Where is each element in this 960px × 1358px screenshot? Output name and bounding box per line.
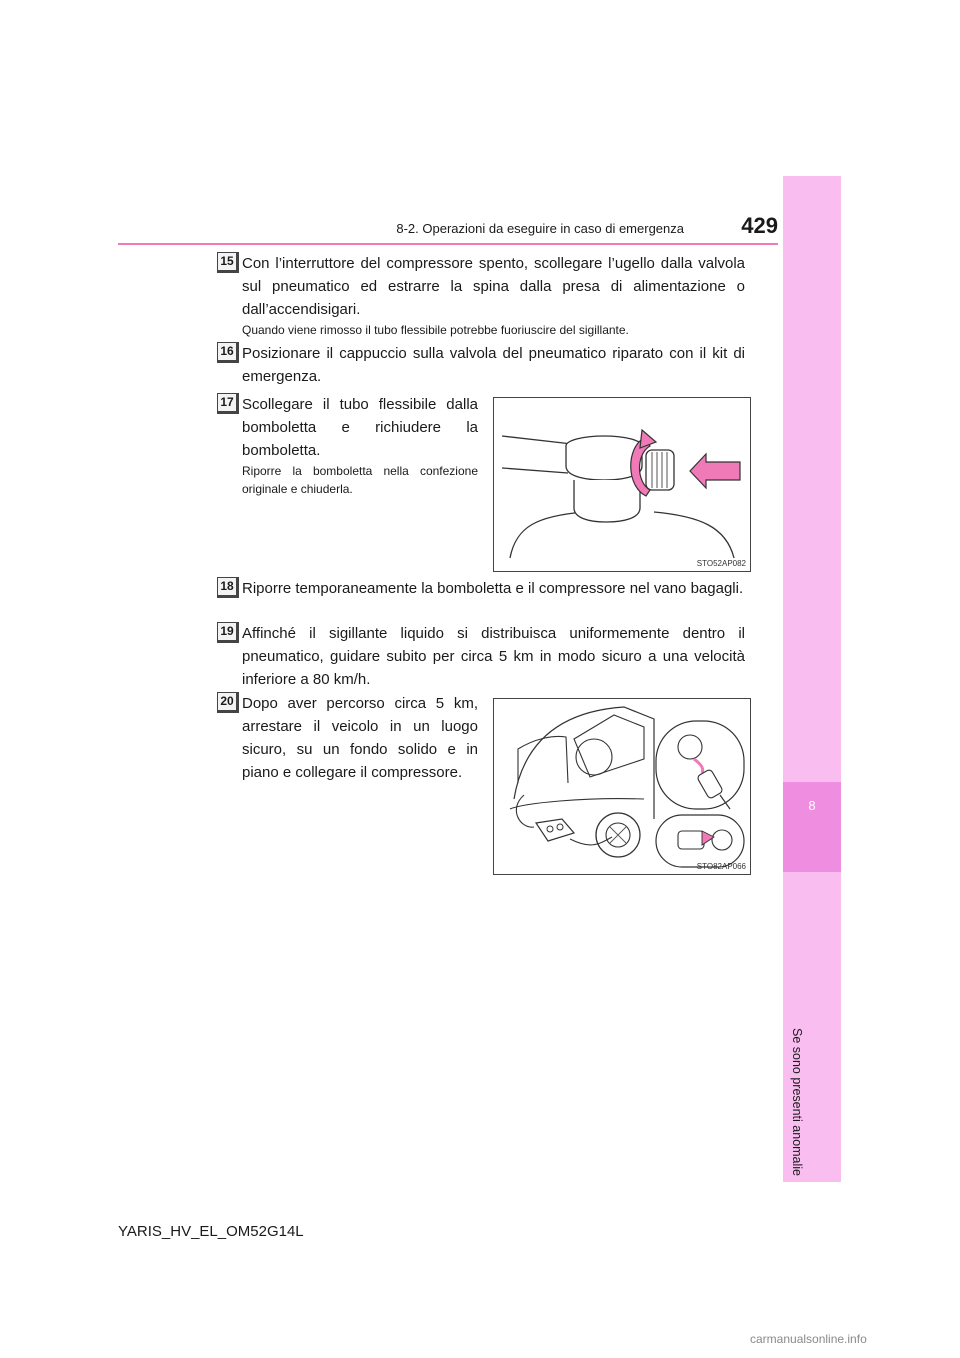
step-16 — [217, 342, 747, 392]
step-number-badge: 15 — [217, 252, 239, 273]
step-note: Quando viene rimosso il tubo flessibile potrebbe fuoriuscire del sigillante. — [242, 323, 629, 337]
document-code: YARIS_HV_EL_OM52G14L — [118, 1223, 304, 1240]
step-15 — [217, 252, 747, 342]
figure-caption: STO82AP066 — [696, 862, 746, 871]
figure-caption: STO52AP082 — [696, 559, 746, 568]
step-note: Riporre la bomboletta nella confezione originale e chiuderla. — [242, 464, 478, 496]
step-number-badge: 20 — [217, 692, 239, 713]
step-text: Con l’interruttore del compressore spento, scollegare l’ugello dalla valvola sul pneumatico ed estrarre la spina dalla presa di alimentazione o dall’accendisigari. — [242, 255, 745, 318]
step-number-badge: 17 — [217, 393, 239, 414]
step-19 — [217, 622, 747, 694]
canister-valve-illustration — [493, 397, 751, 572]
step-17 — [217, 393, 482, 503]
step-text: Dopo aver percorso circa 5 km, arrestare il veicolo in un luogo sicuro, su un fondo solido e in piano e collegare il compressore. — [242, 695, 478, 781]
chapter-title: Se sono presenti anomalie — [790, 1028, 804, 1177]
step-18 — [217, 577, 747, 627]
step-20 — [217, 692, 482, 792]
step-text: Riporre temporaneamente la bomboletta e il compressore nel vano bagagli. — [242, 580, 744, 597]
step-number-badge: 19 — [217, 622, 239, 643]
step-number-badge: 18 — [217, 577, 239, 598]
chapter-number-tab — [783, 782, 841, 872]
step-text: Scollegare il tubo flessibile dalla bomboletta e richiudere la bomboletta. — [242, 396, 478, 459]
page-number: 429 — [741, 213, 778, 238]
step-text: Affinché il sigillante liquido si distribuisca uniformemente dentro il pneumatico, guidare subito per circa 5 km in modo sicuro a una velocità inferiore a 80 km/h. — [242, 625, 745, 688]
car-compressor-drawing — [494, 699, 750, 874]
step-number-badge: 16 — [217, 342, 239, 363]
step-text: Posizionare il cappuccio sulla valvola del pneumatico riparato con il kit di emergenza. — [242, 345, 745, 385]
chapter-number: 8 — [808, 798, 816, 813]
section-title: 8-2. Operazioni da eseguire in caso di emergenza — [396, 221, 684, 236]
watermark: carmanualsonline.info — [750, 1332, 867, 1346]
car-compressor-illustration — [493, 698, 751, 875]
header-divider — [118, 243, 778, 245]
canister-valve-drawing — [494, 398, 750, 571]
